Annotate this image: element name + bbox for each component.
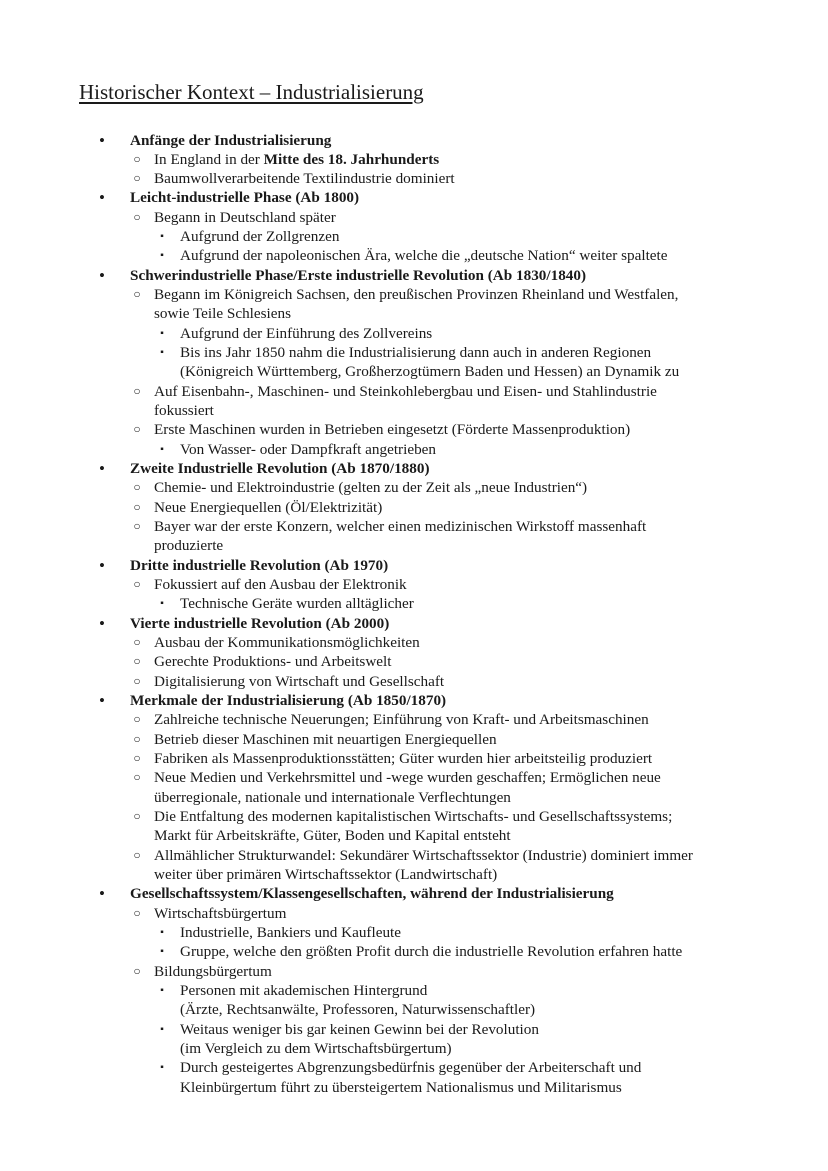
list-item: Industrielle, Bankiers und Kaufleute (180, 924, 401, 942)
list-item: Technische Geräte wurden alltäglicher (180, 595, 414, 613)
circle-bullet-icon: ○ (133, 712, 141, 727)
square-bullet-icon: ▪ (160, 598, 164, 610)
list-item: Chemie- und Elektroindustrie (gelten zu der Zeit als „neue Industrien“) (154, 479, 588, 497)
list-item: (Ärzte, Rechtsanwälte, Professoren, Naturwissenschaftler) (180, 1001, 536, 1019)
circle-bullet-icon: ○ (133, 905, 141, 920)
list-item: Gerechte Produktions- und Arbeitswelt (154, 653, 392, 671)
circle-bullet-icon: ○ (133, 287, 141, 302)
square-bullet-icon: ▪ (160, 231, 164, 243)
page-title: Historischer Kontext – Industrialisierung (79, 80, 424, 104)
list-item: (im Vergleich zu dem Wirtschaftsbürgertum) (180, 1040, 452, 1057)
circle-bullet-icon: ○ (133, 519, 141, 534)
list-item: Personen mit akademischen Hintergrund (180, 982, 428, 1000)
list-item: fokussiert (154, 402, 214, 420)
list-item: überregionale, nationale und internationale Verflechtungen (154, 788, 511, 806)
list-item: Ausbau der Kommunikationsmöglichkeiten (154, 634, 420, 652)
section-heading: Zweite Industrielle Revolution (Ab 1870/1880) (130, 460, 430, 478)
list-item: Neue Energiequellen (Öl/Elektrizität) (154, 498, 383, 516)
bullet-icon: • (99, 130, 105, 150)
list-item (154, 150, 439, 169)
circle-bullet-icon: ○ (133, 731, 141, 746)
list-item: Fabriken als Massenproduktionsstätten; Güter wurden hier arbeitsteilig produziert (154, 750, 653, 768)
list-item: Kleinbürgertum führt zu übersteigertem Nationalismus und Militarismus (180, 1078, 622, 1096)
circle-bullet-icon: ○ (133, 577, 141, 592)
list-item: Bildungsbürgertum (154, 962, 272, 980)
bullet-icon: • (99, 188, 105, 208)
list-item: Fokussiert auf den Ausbau der Elektronik (154, 576, 407, 594)
list-item-segment: Mitte des 18. Jahrhunderts (263, 150, 440, 168)
bullet-icon: • (99, 691, 105, 711)
list-item: Wirtschaftsbürgertum (154, 904, 287, 922)
list-item: Betrieb dieser Maschinen mit neuartigen Energiequellen (154, 730, 497, 748)
bullet-icon: • (99, 613, 105, 633)
list-item: Durch gesteigertes Abgrenzungsbedürfnis gegenüber der Arbeiterschaft und (180, 1059, 642, 1077)
list-item: Neue Medien und Verkehrsmittel und -wege wurden geschaffen; Ermöglichen neue (154, 769, 661, 787)
list-item: Von Wasser- oder Dampfkraft angetrieben (180, 440, 437, 458)
bullet-icon: • (99, 459, 105, 479)
list-item: Zahlreiche technische Neuerungen; Einführung von Kraft- und Arbeitsmaschinen (154, 711, 649, 729)
circle-bullet-icon: ○ (133, 770, 141, 785)
bullet-icon: • (99, 555, 105, 575)
square-bullet-icon: ▪ (160, 1023, 164, 1035)
circle-bullet-icon: ○ (133, 654, 141, 669)
list-item: Begann in Deutschland später (154, 208, 336, 226)
circle-bullet-icon: ○ (133, 171, 141, 186)
list-item: Baumwollverarbeitende Textilindustrie dominiert (154, 170, 455, 188)
square-bullet-icon: ▪ (160, 946, 164, 958)
circle-bullet-icon: ○ (133, 963, 141, 978)
list-item: Markt für Arbeitskräfte, Güter, Boden und Kapital entsteht (154, 827, 511, 845)
list-item: Digitalisierung von Wirtschaft und Gesellschaft (154, 672, 445, 690)
circle-bullet-icon: ○ (133, 673, 141, 688)
list-item: Bayer war der erste Konzern, welcher einen medizinischen Wirkstoff massenhaft (154, 518, 647, 536)
list-item: Gruppe, welche den größten Profit durch die industrielle Revolution erfahren hatte (180, 943, 683, 961)
list-item-segment: In England in der (154, 150, 264, 168)
list-item: Allmählicher Strukturwandel: Sekundärer Wirtschaftssektor (Industrie) dominiert immer (154, 846, 693, 864)
list-item: Die Entfaltung des modernen kapitalistischen Wirtschafts- und Gesellschaftssystems; (154, 808, 673, 826)
list-item: Weitaus weniger bis gar keinen Gewinn bei der Revolution (180, 1020, 539, 1038)
section-heading: Anfänge der Industrialisierung (130, 131, 332, 149)
square-bullet-icon: ▪ (160, 1062, 164, 1074)
list-item: Erste Maschinen wurden in Betrieben eingesetzt (Förderte Massenproduktion) (154, 421, 631, 439)
section-heading: Vierte industrielle Revolution (Ab 2000) (130, 614, 390, 632)
circle-bullet-icon: ○ (133, 383, 141, 398)
circle-bullet-icon: ○ (133, 209, 141, 224)
list-item: sowie Teile Schlesiens (154, 305, 292, 323)
list-item: Auf Eisenbahn-, Maschinen- und Steinkohlebergbau und Eisen- und Stahlindustrie (154, 382, 657, 400)
square-bullet-icon: ▪ (160, 443, 164, 455)
circle-bullet-icon: ○ (133, 847, 141, 862)
section-heading: Dritte industrielle Revolution (Ab 1970) (130, 556, 389, 574)
list-item: Aufgrund der napoleonischen Ära, welche die „deutsche Nation“ weiter spaltete (180, 247, 668, 265)
circle-bullet-icon: ○ (133, 809, 141, 824)
list-item: Aufgrund der Einführung des Zollvereins (180, 324, 433, 342)
square-bullet-icon: ▪ (160, 985, 164, 997)
list-item: Begann im Königreich Sachsen, den preußischen Provinzen Rheinland und Westfalen, (154, 286, 679, 304)
circle-bullet-icon: ○ (133, 499, 141, 514)
list-item: Bis ins Jahr 1850 nahm die Industrialisierung dann auch in anderen Regionen (180, 344, 652, 362)
section-heading: Gesellschaftssystem/Klassengesellschaften, während der Industrialisierung (130, 885, 614, 903)
section-heading: Schwerindustrielle Phase/Erste industrielle Revolution (Ab 1830/1840) (130, 266, 587, 284)
list-item: weiter über primären Wirtschaftssektor (Landwirtschaft) (154, 866, 498, 884)
circle-bullet-icon: ○ (133, 422, 141, 437)
section-heading: Leicht-industrielle Phase (Ab 1800) (130, 189, 360, 207)
circle-bullet-icon: ○ (133, 151, 141, 166)
circle-bullet-icon: ○ (133, 480, 141, 495)
section-heading: Merkmale der Industrialisierung (Ab 1850/1870) (130, 692, 447, 710)
circle-bullet-icon: ○ (133, 635, 141, 650)
square-bullet-icon: ▪ (160, 347, 164, 359)
square-bullet-icon: ▪ (160, 250, 164, 262)
bullet-icon: • (99, 265, 105, 285)
square-bullet-icon: ▪ (160, 327, 164, 339)
list-item: produzierte (154, 537, 224, 555)
bullet-icon: • (99, 884, 105, 904)
list-item: Aufgrund der Zollgrenzen (180, 228, 340, 246)
list-item: (Königreich Württemberg, Großherzogtümern Baden und Hessen) an Dynamik zu (180, 363, 680, 381)
square-bullet-icon: ▪ (160, 927, 164, 939)
circle-bullet-icon: ○ (133, 751, 141, 766)
